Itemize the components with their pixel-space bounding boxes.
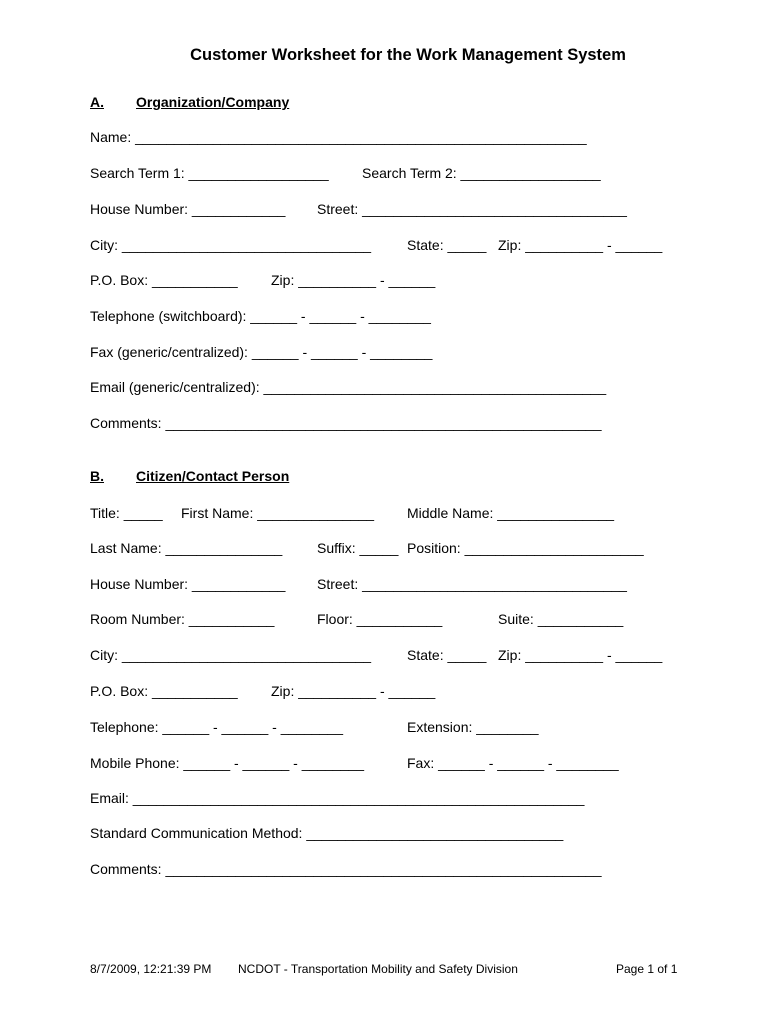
contact-telephone-field[interactable]: Telephone: ______ - ______ - ________ — [90, 719, 343, 735]
contact-floor-field[interactable]: Floor: ___________ — [317, 611, 443, 627]
section-a-heading — [90, 94, 289, 110]
org-state-field[interactable]: State: _____ — [407, 237, 487, 253]
contact-state-field[interactable]: State: _____ — [407, 647, 487, 663]
contact-last-name-field[interactable]: Last Name: _______________ — [90, 540, 283, 556]
contact-title-field[interactable]: Title: _____ — [90, 505, 163, 521]
org-search-term-2-field[interactable]: Search Term 2: __________________ — [362, 165, 601, 181]
section-b-number: B. — [90, 468, 104, 484]
footer-organization: NCDOT - Transportation Mobility and Safety Division — [238, 962, 518, 976]
contact-street-field[interactable]: Street: __________________________________ — [317, 576, 627, 592]
section-b-heading — [90, 468, 289, 484]
contact-first-name-field[interactable]: First Name: _______________ — [181, 505, 375, 521]
org-street-field[interactable]: Street: __________________________________ — [317, 201, 627, 217]
contact-house-number-field[interactable]: House Number: ____________ — [90, 576, 286, 592]
contact-email-field[interactable]: Email: __________________________________________________________ — [90, 790, 585, 806]
footer-timestamp: 8/7/2009, 12:21:39 PM — [90, 962, 212, 976]
org-telephone-field[interactable]: Telephone (switchboard): ______ - ______ - ________ — [90, 308, 431, 324]
org-po-zip-field[interactable]: Zip: __________ - ______ — [271, 272, 436, 288]
org-name-field[interactable]: Name: __________________________________________________________ — [90, 129, 587, 145]
org-email-field[interactable]: Email (generic/centralized): ____________________________________________ — [90, 379, 607, 395]
footer-page-number: Page 1 of 1 — [616, 962, 678, 976]
section-b-title: Citizen/Contact Person — [136, 468, 290, 484]
contact-communication-method-field[interactable]: Standard Communication Method: _________________________________ — [90, 825, 564, 841]
org-search-term-1-field[interactable]: Search Term 1: __________________ — [90, 165, 329, 181]
org-house-number-field[interactable]: House Number: ____________ — [90, 201, 286, 217]
contact-extension-field[interactable]: Extension: ________ — [407, 719, 539, 735]
section-a-title: Organization/Company — [136, 94, 290, 110]
section-a-number: A. — [90, 94, 104, 110]
org-zip-field[interactable]: Zip: __________ - ______ — [498, 237, 663, 253]
org-fax-field[interactable]: Fax (generic/centralized): ______ - ______ - ________ — [90, 344, 433, 360]
org-po-box-field[interactable]: P.O. Box: ___________ — [90, 272, 238, 288]
org-city-field[interactable]: City: ________________________________ — [90, 237, 372, 253]
contact-position-field[interactable]: Position: _______________________ — [407, 540, 644, 556]
contact-room-number-field[interactable]: Room Number: ___________ — [90, 611, 275, 627]
contact-middle-name-field[interactable]: Middle Name: _______________ — [407, 505, 615, 521]
contact-fax-field[interactable]: Fax: ______ - ______ - ________ — [407, 755, 619, 771]
contact-mobile-phone-field[interactable]: Mobile Phone: ______ - ______ - ________ — [90, 755, 364, 771]
contact-po-zip-field[interactable]: Zip: __________ - ______ — [271, 683, 436, 699]
org-comments-field[interactable]: Comments: ________________________________________________________ — [90, 415, 602, 431]
document-title: Customer Worksheet for the Work Management System — [190, 46, 626, 64]
contact-suite-field[interactable]: Suite: ___________ — [498, 611, 624, 627]
contact-city-field[interactable]: City: ________________________________ — [90, 647, 372, 663]
contact-zip-field[interactable]: Zip: __________ - ______ — [498, 647, 663, 663]
contact-suffix-field[interactable]: Suffix: _____ — [317, 540, 399, 556]
contact-po-box-field[interactable]: P.O. Box: ___________ — [90, 683, 238, 699]
contact-comments-field[interactable]: Comments: ________________________________________________________ — [90, 861, 602, 877]
